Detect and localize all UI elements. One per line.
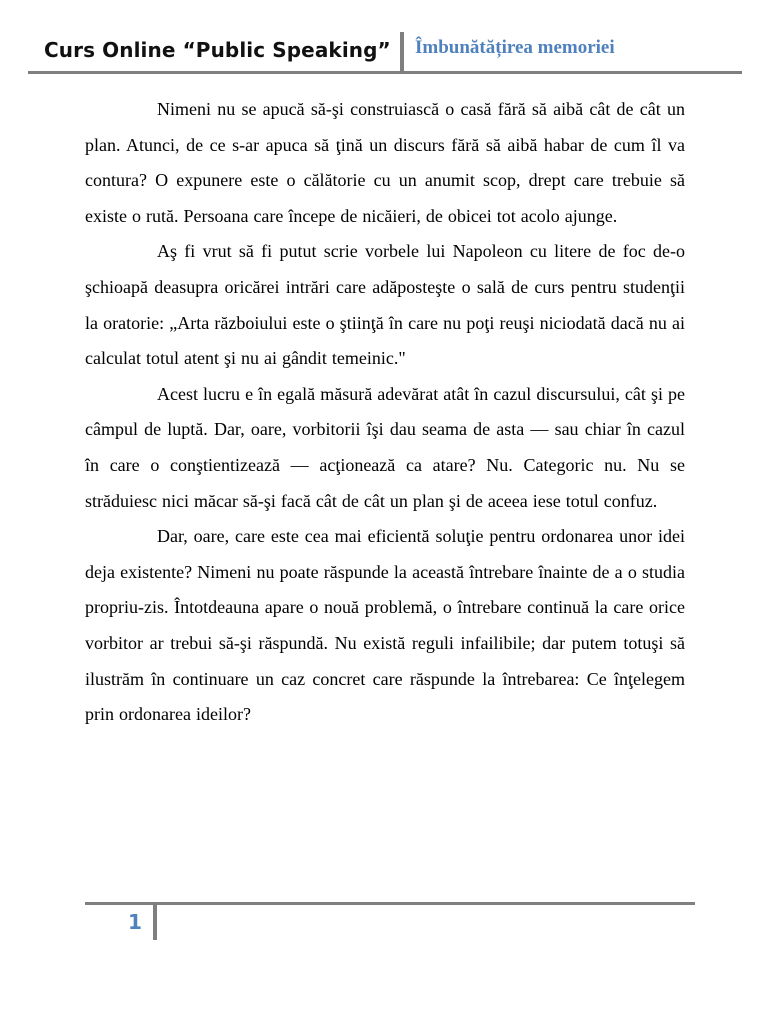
- paragraph-1: Nimeni nu se apucă să-şi construiască o casă fără să aibă cât de cât un plan. Atunci, de ce s-ar apuca să ţină un discurs fără să aibă habar de cum îl va contura? O expunere este o călătorie cu un anumit scop, drept care trebuie să existe o rută. Persoana care începe de nicăieri, de obicei tot acolo ajunge.: [85, 99, 685, 226]
- paragraph-4: Dar, oare, care este cea mai eficientă soluţie pentru ordonarea unor idei deja existente? Nimeni nu poate răspunde la această întrebare înainte de a o studia propriu-zis. Întotdeauna apare o nouă problemă, o întrebare continuă la care orice vorbitor ar trebui să-şi răspundă. Nu există reguli infailibile; dar putem totuşi să ilustrăm în continuare un caz concret care răspunde la întrebarea: Ce înţelegem prin ordonarea ideilor?: [85, 526, 685, 725]
- header-chapter-title: Îmbunătățirea memoriei: [415, 37, 615, 58]
- paragraph-2: Aş fi vrut să fi putut scrie vorbele lui Napoleon cu litere de foc de-o şchioapă deasupra oricărei intrări care adăposteşte o sală de curs pentru studenţii la oratorie: „Arta războiului este o ştiinţă în care nu poţi reuşi niciodată dacă nu ai calculat totul atent şi nu ai gândit temeinic.": [85, 241, 685, 369]
- page-number: 1: [128, 910, 142, 934]
- header-course-title: Curs Online “Public Speaking”: [44, 38, 391, 62]
- footer-divider: [153, 902, 157, 940]
- paragraph-3: Acest lucru e în egală măsură adevărat atât în cazul discursului, cât şi pe câmpul de luptă. Dar, oare, vorbitorii îşi dau seama de asta — sau chiar în cazul în care o conştientizează — acţionează ca atare? Nu. Categoric nu. Nu se străduiesc nici măcar să-şi facă cât de cât un plan şi de aceea iese totul confuz.: [85, 383, 685, 511]
- header-rule: [28, 71, 742, 74]
- body-text: [85, 92, 685, 733]
- footer-rule: [85, 902, 695, 905]
- header-divider: [400, 32, 404, 72]
